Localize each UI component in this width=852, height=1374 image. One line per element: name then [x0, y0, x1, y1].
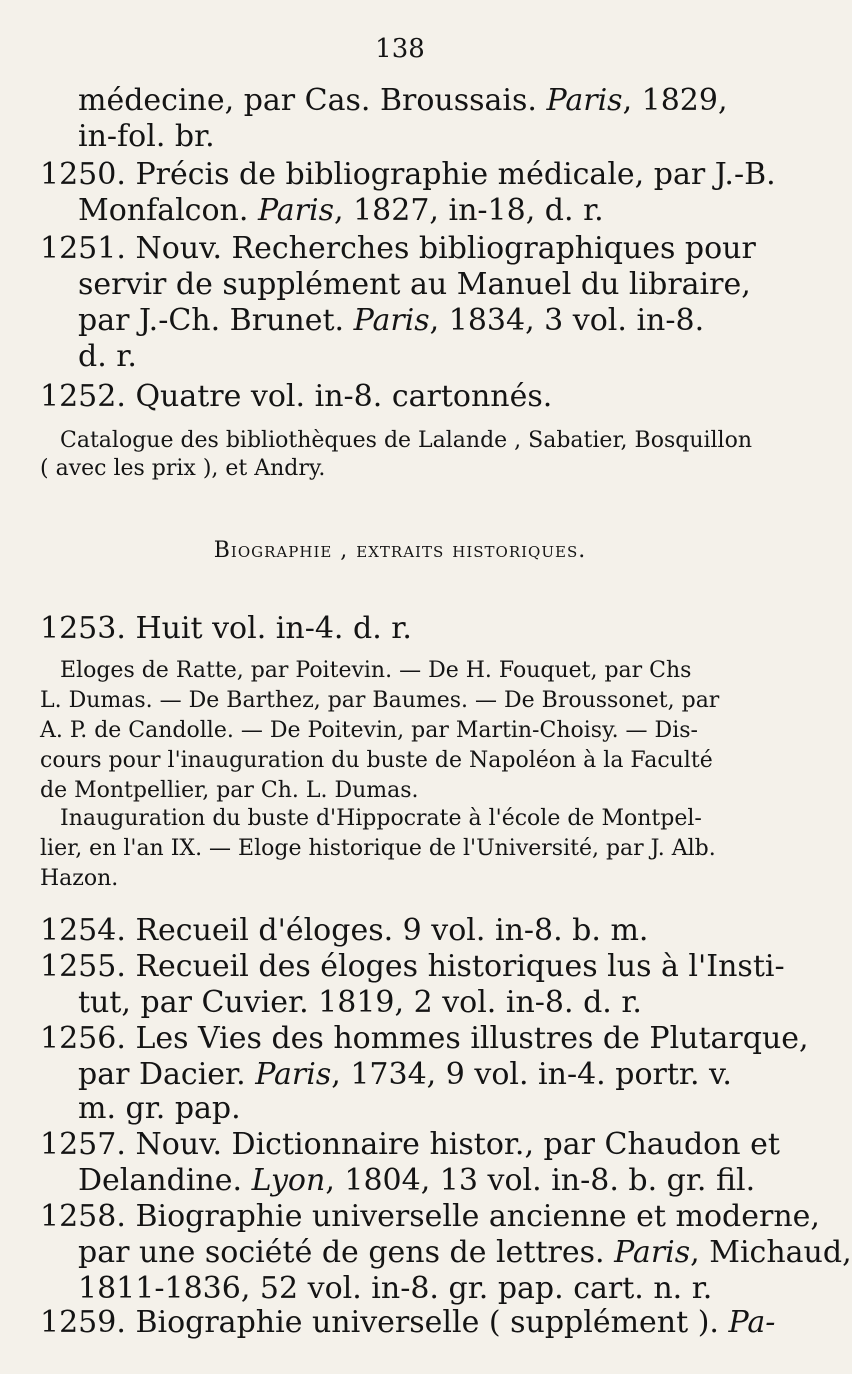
entry-line [78, 1058, 766, 1092]
entry-text: , 1829, [622, 83, 728, 118]
entry-1259 [40, 1305, 776, 1340]
entry-1250 [40, 157, 776, 192]
entry-text: Delandine. [78, 1163, 243, 1198]
entry-line [78, 120, 766, 154]
note-text: A. P. de Candolle. — De Poitevin, par Martin-Choisy. — Dis- [40, 718, 698, 743]
entry-city: Paris [255, 1057, 332, 1092]
entry-number: 1255. [40, 949, 126, 984]
entry-number: 1256. [40, 1021, 126, 1056]
entry-text: tut, par Cuvier. 1819, 2 vol. in-8. d. r. [78, 985, 642, 1020]
entry-1258 [40, 1199, 820, 1234]
section-heading: Biographie , extraits historiques. [213, 538, 587, 563]
entry-1256 [40, 1021, 809, 1056]
note-text: L. Dumas. — De Barthez, par Baumes. — De Broussonet, par [40, 688, 720, 713]
entry-text: par une société de gens de lettres. [78, 1235, 605, 1270]
entry-line [78, 1272, 766, 1306]
entry-line [78, 1092, 766, 1126]
entry-text: Nouv. Recherches bibliographiques pour [135, 231, 756, 266]
entry-number: 1258. [40, 1199, 126, 1234]
entry-note [40, 456, 766, 482]
entry-line [78, 268, 766, 302]
entry-note [40, 866, 766, 892]
entry-text: , 1834, 3 vol. in-8. [429, 303, 705, 338]
entry-text: Huit vol. in-4. d. r. [135, 611, 412, 646]
entry-note [60, 806, 766, 832]
entry-line [78, 194, 766, 228]
entry-text: Biographie universelle ( supplément ). [135, 1305, 719, 1340]
entry-1251 [40, 232, 766, 266]
note-text: lier, en l'an IX. — Eloge historique de l'Université, par J. Alb. [40, 836, 716, 861]
entry-number: 1253. [40, 611, 126, 646]
entry-note [60, 428, 766, 454]
entry-city: Pa- [728, 1305, 776, 1340]
entry-city: Paris [546, 83, 623, 118]
entry-note [40, 778, 766, 804]
entry-text: , 1734, 9 vol. in-4. portr. v. [331, 1057, 732, 1092]
entry-city: Paris [257, 193, 335, 228]
entry-text: m. gr. pap. [78, 1091, 241, 1126]
entry-text: médecine, par Cas. Broussais. [78, 83, 537, 118]
entry-number: 1254. [40, 913, 126, 948]
entry-text: Biographie universelle ancienne et moderne, [135, 1199, 820, 1234]
entry-city: Paris [614, 1235, 691, 1270]
entry-city: Lyon [251, 1163, 326, 1198]
entry-1254 [40, 914, 766, 948]
entry-text: in-fol. br. [78, 119, 215, 154]
entry-text: Recueil des éloges historiques lus à l'Insti- [135, 949, 785, 984]
entry-1257 [40, 1127, 780, 1162]
entry-number: 1259. [40, 1305, 126, 1340]
entry-note [40, 688, 766, 714]
entry-text: Quatre vol. in-8. cartonnés. [135, 379, 553, 414]
entry-number: 1251. [40, 231, 126, 266]
entry-note [40, 718, 766, 744]
entry-text: 1811-1836, 52 vol. in-8. gr. pap. cart. n. r. [78, 1271, 713, 1306]
note-text: Eloges de Ratte, par Poitevin. — De H. Fouquet, par Chs [60, 658, 692, 683]
entry-text: , Michaud, [690, 1235, 852, 1270]
entry-line [78, 340, 766, 374]
entry-number: 1252. [40, 379, 126, 414]
entry-text: servir de supplément au Manuel du libraire, [78, 267, 751, 302]
note-text: de Montpellier, par Ch. L. Dumas. [40, 778, 419, 803]
note-text: Hazon. [40, 866, 119, 891]
note-text: cours pour l'inauguration du buste de Napoléon à la Faculté [40, 748, 713, 773]
entry-text: Monfalcon. [78, 193, 249, 228]
entry-line [78, 1164, 766, 1198]
entry-1252 [40, 380, 766, 414]
entry-1253 [40, 612, 766, 646]
entry-note [40, 748, 766, 774]
entry-line [78, 84, 766, 118]
entry-text: , 1827, in-18, d. r. [334, 193, 604, 228]
entry-1255 [40, 949, 785, 984]
entry-text: , 1804, 13 vol. in-8. b. gr. fil. [325, 1163, 756, 1198]
entry-line [78, 1235, 852, 1270]
entry-text: Recueil d'éloges. 9 vol. in-8. b. m. [135, 913, 649, 948]
entry-text: par Dacier. [78, 1057, 246, 1092]
entry-text: par J.-Ch. Brunet. [78, 303, 345, 338]
entry-text: Précis de bibliographie médicale, par J.-B. [135, 157, 776, 192]
entry-text: Nouv. Dictionnaire histor., par Chaudon et [135, 1127, 780, 1162]
entry-text: Les Vies des hommes illustres de Plutarque, [135, 1021, 809, 1056]
note-text: ( avec les prix ), et Andry. [40, 456, 326, 481]
entry-note [60, 658, 766, 684]
entry-line [78, 304, 766, 338]
entry-number: 1257. [40, 1127, 126, 1162]
entry-note [40, 836, 766, 862]
entry-city: Paris [353, 303, 430, 338]
note-text: Catalogue des bibliothèques de Lalande , Sabatier, Bosquillon [60, 428, 753, 453]
entry-line [78, 986, 766, 1020]
note-text: Inauguration du buste d'Hippocrate à l'école de Montpel- [60, 806, 702, 831]
entry-number: 1250. [40, 157, 126, 192]
entry-text: d. r. [78, 339, 137, 374]
page-number: 138 [375, 34, 425, 64]
